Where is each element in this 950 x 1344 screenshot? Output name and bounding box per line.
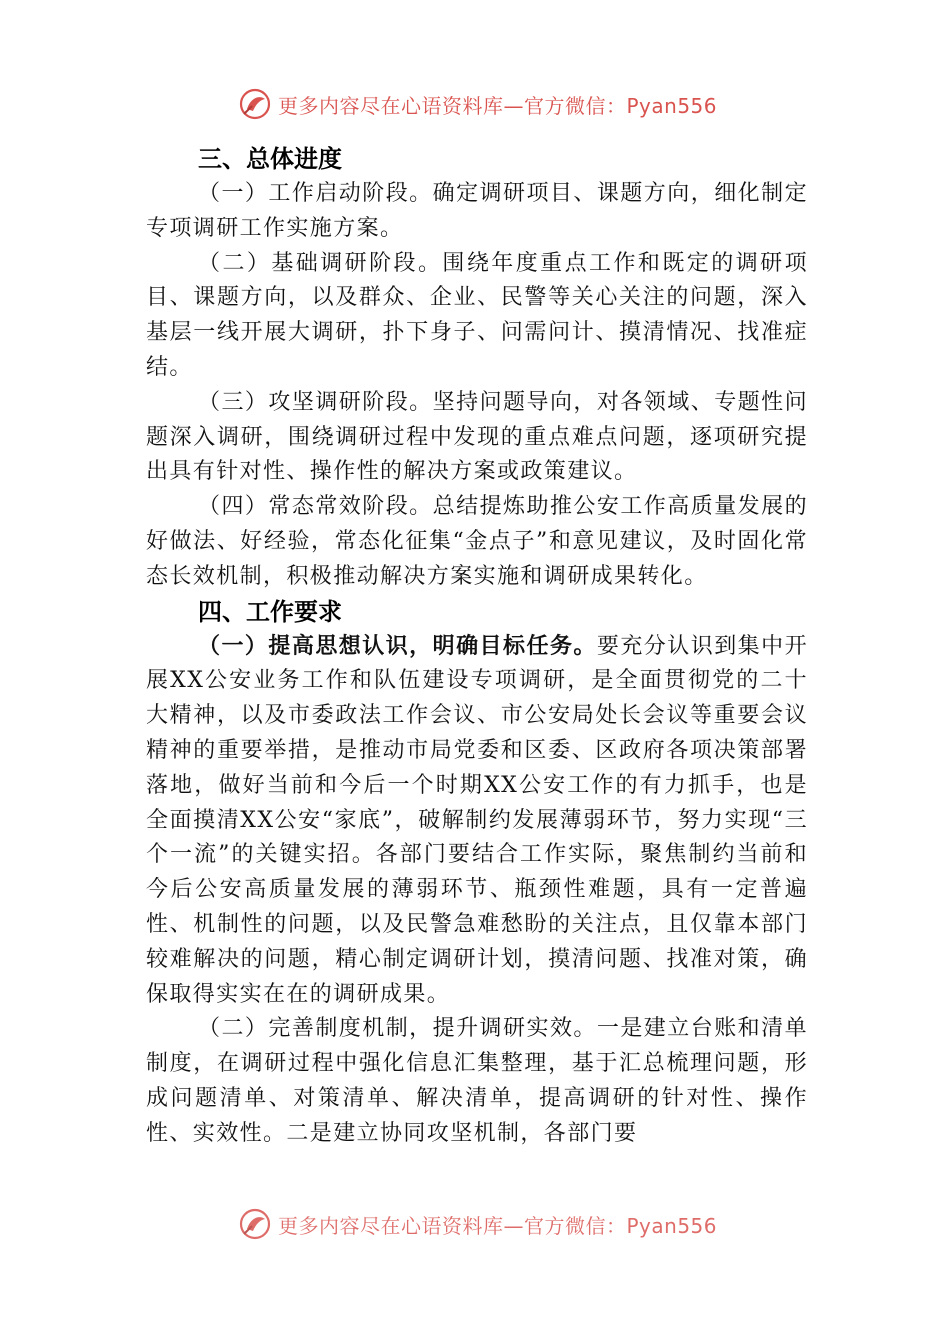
brand-logo-icon <box>238 1207 272 1241</box>
watermark-text: 更多内容尽在心语资料库—官方微信：Pyan556 <box>278 93 718 118</box>
paragraph-lead: （四）常态常效阶段。 <box>198 494 433 520</box>
watermark-text: 更多内容尽在心语资料库—官方微信：Pyan556 <box>278 1213 718 1238</box>
paragraph-body: 总结提炼助推公安工作高质量发展的好做法、好经验，常态化征集“金点子”和意见建议，及时固化常态长效机制，积极推动解决方案实施和调研成果转化。 <box>146 494 808 589</box>
paragraph <box>146 490 808 594</box>
paragraph-body: 围绕年度重点工作和既定的调研项目、课题方向，以及群众、企业、民警等关心关注的问题，深入基层一线开展大调研，扑下身子、问需问计、摸清情况、找准症结。 <box>146 250 808 380</box>
watermark-header <box>238 86 717 122</box>
watermark-footer <box>238 1206 717 1242</box>
paragraph <box>146 247 808 386</box>
paragraph-lead: （三）攻坚调研阶段。 <box>198 389 433 415</box>
paragraph <box>146 1012 808 1151</box>
paragraph <box>146 177 808 247</box>
paragraph-body: 坚持问题导向，对各领域、专题性问题深入调研，围绕调研过程中发现的重点难点问题，逐项研究提出具有针对性、操作性的解决方案或政策建议。 <box>146 389 808 485</box>
paragraph-lead: （二）基础调研阶段。 <box>198 250 443 276</box>
paragraph-lead: （二）完善制度机制，提升调研实效。 <box>198 1016 597 1042</box>
paragraph <box>146 386 808 490</box>
paragraph <box>146 630 808 1013</box>
brand-logo-icon <box>238 87 272 121</box>
paragraph-body: 要充分认识到集中开展XX公安业务工作和队伍建设专项调研，是全面贯彻党的二十大精神，以及市委政法工作会议、市公安局处长会议等重要会议精神的重要举措，是推动市局党委和区委、区政府各项决策部署落地，做好当前和今后一个时期XX公安工作的有力抓手，也是全面摸清XX公安“家底”，破解制约发展薄弱环节，努力实现“三个一流”的关键实招。各部门要结合工作实际，聚焦制约当前和今后公安高质量发展的薄弱环节、瓶颈性难题，具有一定普遍性、机制性的问题，以及民警急难愁盼的关注点，且仅靠本部门较难解决的问题，精心制定调研计划，摸清问题、找准对策，确保取得实实在在的调研成果。 <box>146 633 808 1007</box>
paragraph-body: 一是建立台账和清单制度，在调研过程中强化信息汇集整理，基于汇总梳理问题，形成问题清单、对策清单、解决清单，提高调研的针对性、操作性、实效性。二是建立协同攻坚机制，各部门要 <box>146 1016 808 1146</box>
section-heading: 三、总体进度 <box>198 145 342 173</box>
document-body <box>146 142 808 1152</box>
paragraph-lead: （一）工作启动阶段。 <box>198 181 433 206</box>
paragraph-lead: （一）提高思想认识，明确目标任务。 <box>198 633 597 659</box>
paragraph-body: 确定调研项目、课题方向，细化制定专项调研工作实施方案。 <box>146 181 808 241</box>
section-heading: 四、工作要求 <box>198 597 342 626</box>
